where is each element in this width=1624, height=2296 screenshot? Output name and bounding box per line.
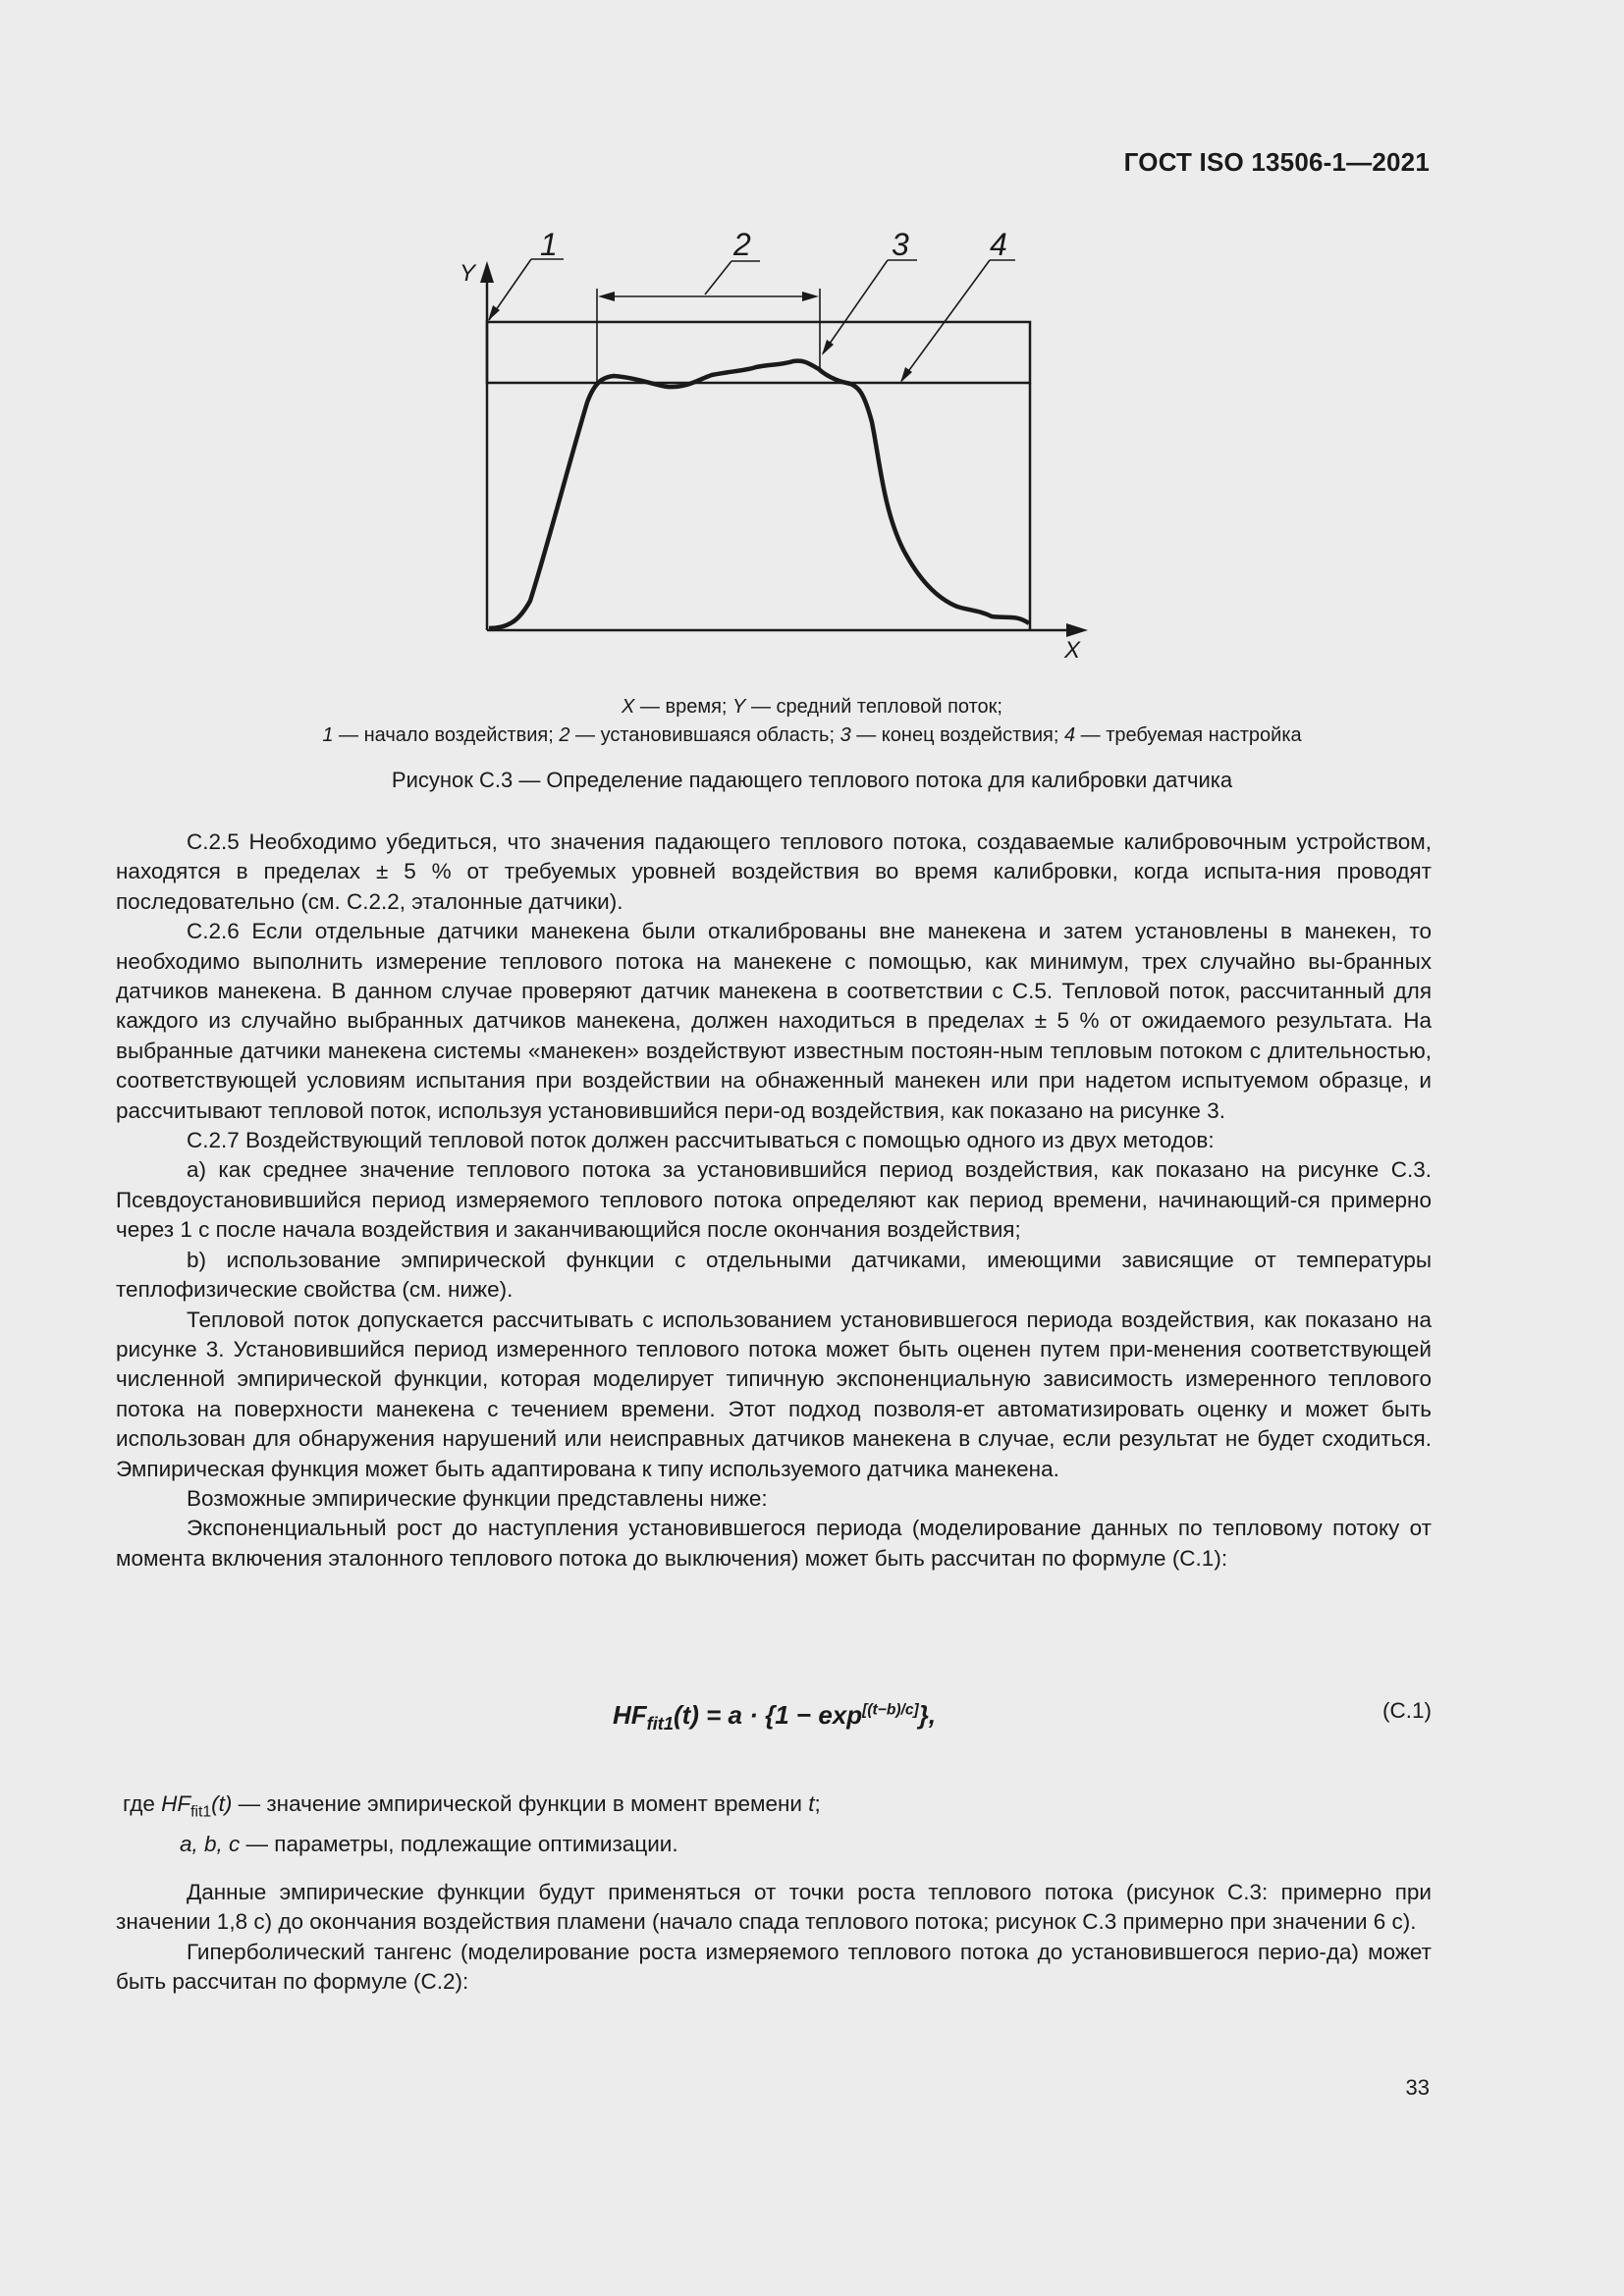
legend-t2: — установившаяся область; bbox=[569, 724, 840, 746]
legend-n4: 4 bbox=[1063, 724, 1076, 746]
tail-text bbox=[116, 1878, 1432, 1998]
formula-close: }, bbox=[918, 1700, 937, 1730]
callout-3: 3 bbox=[892, 227, 909, 262]
legend-x-symbol: X bbox=[622, 696, 635, 718]
formula-lhs: HF bbox=[613, 1700, 647, 1730]
document-code: ГОСТ ISO 13506-1—2021 bbox=[1123, 147, 1430, 177]
paragraph-c-2-5: С.2.5 Необходимо убедиться, что значения падающего теплового потока, создаваемые калибровочным устройством, находятся в пределах ± 5 % от требуемых уровней воздействия во время калибровки, когда испыта-ния проводят последовательно (см. С.2.2, эталонные датчики). bbox=[116, 829, 1432, 914]
legend-x-text: — время; bbox=[634, 696, 733, 718]
page-number: 33 bbox=[1405, 2075, 1430, 2100]
legend-n2: 2 bbox=[559, 724, 570, 746]
callout-1: 1 bbox=[540, 227, 558, 262]
legend-t4: — требуемая настройка bbox=[1075, 724, 1302, 746]
paragraph-steady-period: Тепловой поток допускается рассчитывать с использованием установившегося периода воздействия, как показано на рисунке 3. Установившийся период измеренного теплового потока может быть оценен путем при-менения соответствующей численной эмпирической функции, которая моделирует типичную экспоненциальную зависимость измеренного теплового потока на поверхности манекена с течением времени. Этот подход позволя-ет автоматизировать оценку и может быть использован для обнаружения нарушений или неисправных датчиков манекена в случае, если результат не будет сходиться. Эмпирическая функция может быть адаптирована к типу используемого датчика манекена. bbox=[116, 1307, 1432, 1481]
callout-3-arrow bbox=[822, 340, 834, 355]
paragraph-method-a: a) как среднее значение теплового потока за установившийся период воздействия, как показано на рисунке С.3. Псевдоустановившийся период измеряемого теплового потока определяют как период времени, начинающий-ся примерно через 1 с после начала воздействия и заканчивающийся после окончания воздействия; bbox=[116, 1157, 1432, 1243]
explanation-arg: (t) bbox=[211, 1791, 233, 1816]
legend-t3: — конец воздействия; bbox=[850, 724, 1064, 746]
paragraph-functions-intro: Возможные эмпирические функции представлены ниже: bbox=[187, 1485, 768, 1511]
paragraph-c-2-7: С.2.7 Воздействующий тепловой поток должен рассчитываться с помощью одного из двух методов: bbox=[187, 1128, 1215, 1153]
explanation-line-1: где $HF_{fit1}(t)$ — значение эмпирической функции в момент времени t; bbox=[123, 1791, 821, 1821]
legend-n3: 3 bbox=[839, 724, 851, 746]
formula-c1 bbox=[0, 1686, 1624, 1755]
figure-caption: Рисунок С.3 — Определение падающего теплового потока для калибровки датчика bbox=[391, 768, 1233, 792]
explanation-sub: fit1 bbox=[190, 1803, 212, 1821]
formula-exponent: [(t−b)/c] bbox=[862, 1701, 919, 1719]
paragraph-method-b: b) использование эмпирической функции с отдельными датчиками, имеющими зависящие от температуры теплофизические свойства (см. ниже). bbox=[116, 1247, 1432, 1303]
formula-expression bbox=[613, 1700, 936, 1735]
legend-t1: — начало воздействия; bbox=[333, 724, 560, 746]
explanation-symbol: HF bbox=[161, 1791, 191, 1816]
heat-flux-curve bbox=[489, 361, 1029, 628]
formula-argument: (t) = a · {1 − exp bbox=[673, 1700, 863, 1730]
body-text bbox=[116, 828, 1432, 1574]
callout-4-leader bbox=[901, 260, 990, 381]
formula-lhs-sub: fit1 bbox=[646, 1714, 674, 1735]
paragraph-hyperbolic-tangent: Гиперболический тангенс (моделирование роста измеряемого теплового потока до установившегося перио-да) может быть рассчитан по формуле (С.2): bbox=[116, 1939, 1432, 1995]
explanation-line-2: a, b, c — параметры, подлежащие оптимизации. bbox=[180, 1831, 678, 1856]
callout-2-leader bbox=[705, 261, 731, 294]
paragraph-exponential-growth: Экспоненциальный рост до наступления установившегося периода (моделирование данных по тепловому потоку от момента включения эталонного теплового потока до выключения) может быть рассчитан по формуле (С.1): bbox=[116, 1516, 1432, 1571]
figure-legend-line-2 bbox=[0, 724, 1624, 747]
legend-y-text: — средний тепловой поток; bbox=[745, 696, 1002, 718]
callout-3-leader bbox=[823, 260, 888, 353]
figure-legend-line-1 bbox=[0, 696, 1624, 719]
calibration-figure bbox=[0, 0, 1624, 687]
explanation-params: a, b, c bbox=[180, 1831, 241, 1856]
paragraph-c-2-6: С.2.6 Если отдельные датчики манекена были откалиброваны вне манекена и затем установлены в манекен, то необходимо выполнить измерение теплового потока на манекене с помощью, как минимум, трех случайно вы-бранных датчиков манекена. В данном случае проверяют датчик манекена в соответствии с С.5. Тепловой поток, рассчитанный для каждого из случайно выбранных датчиков манекена, должен находиться в пределах ± 5 % от ожидаемого результата. На выбранные датчики манекена системы «манекен» воздействуют известным постоян-ным тепловым потоком с длительностью, соответствующей условиям испытания при воздействии на обнаженный манекен или при надетом испытуемом образце, и рассчитывают тепловой поток, используя установившийся пери-од воздействия, как показано на рисунке 3. bbox=[116, 919, 1432, 1123]
legend-y-symbol: Y bbox=[732, 696, 746, 718]
dimension-arrow-right bbox=[802, 292, 819, 301]
callout-2: 2 bbox=[733, 227, 751, 262]
y-axis-label: Y bbox=[460, 260, 476, 287]
y-axis-arrow bbox=[480, 261, 494, 283]
formula-explanation bbox=[123, 1789, 821, 1860]
x-axis-arrow bbox=[1066, 623, 1088, 637]
dimension-arrow-left bbox=[598, 292, 615, 301]
paragraph-application-range: Данные эмпирические функции будут применяться от точки роста теплового потока (рисунок С.3: примерно при значении 1,8 с) до окончания воздействия пламени (начало спада теплового потока; рисунок С.3 примерно при значении 6 с). bbox=[116, 1880, 1432, 1935]
formula-number: (С.1) bbox=[1382, 1698, 1432, 1723]
callout-4: 4 bbox=[990, 227, 1007, 262]
tolerance-band bbox=[487, 322, 1030, 383]
x-axis-label: X bbox=[1064, 637, 1081, 664]
legend-n1: 1 bbox=[322, 724, 334, 746]
